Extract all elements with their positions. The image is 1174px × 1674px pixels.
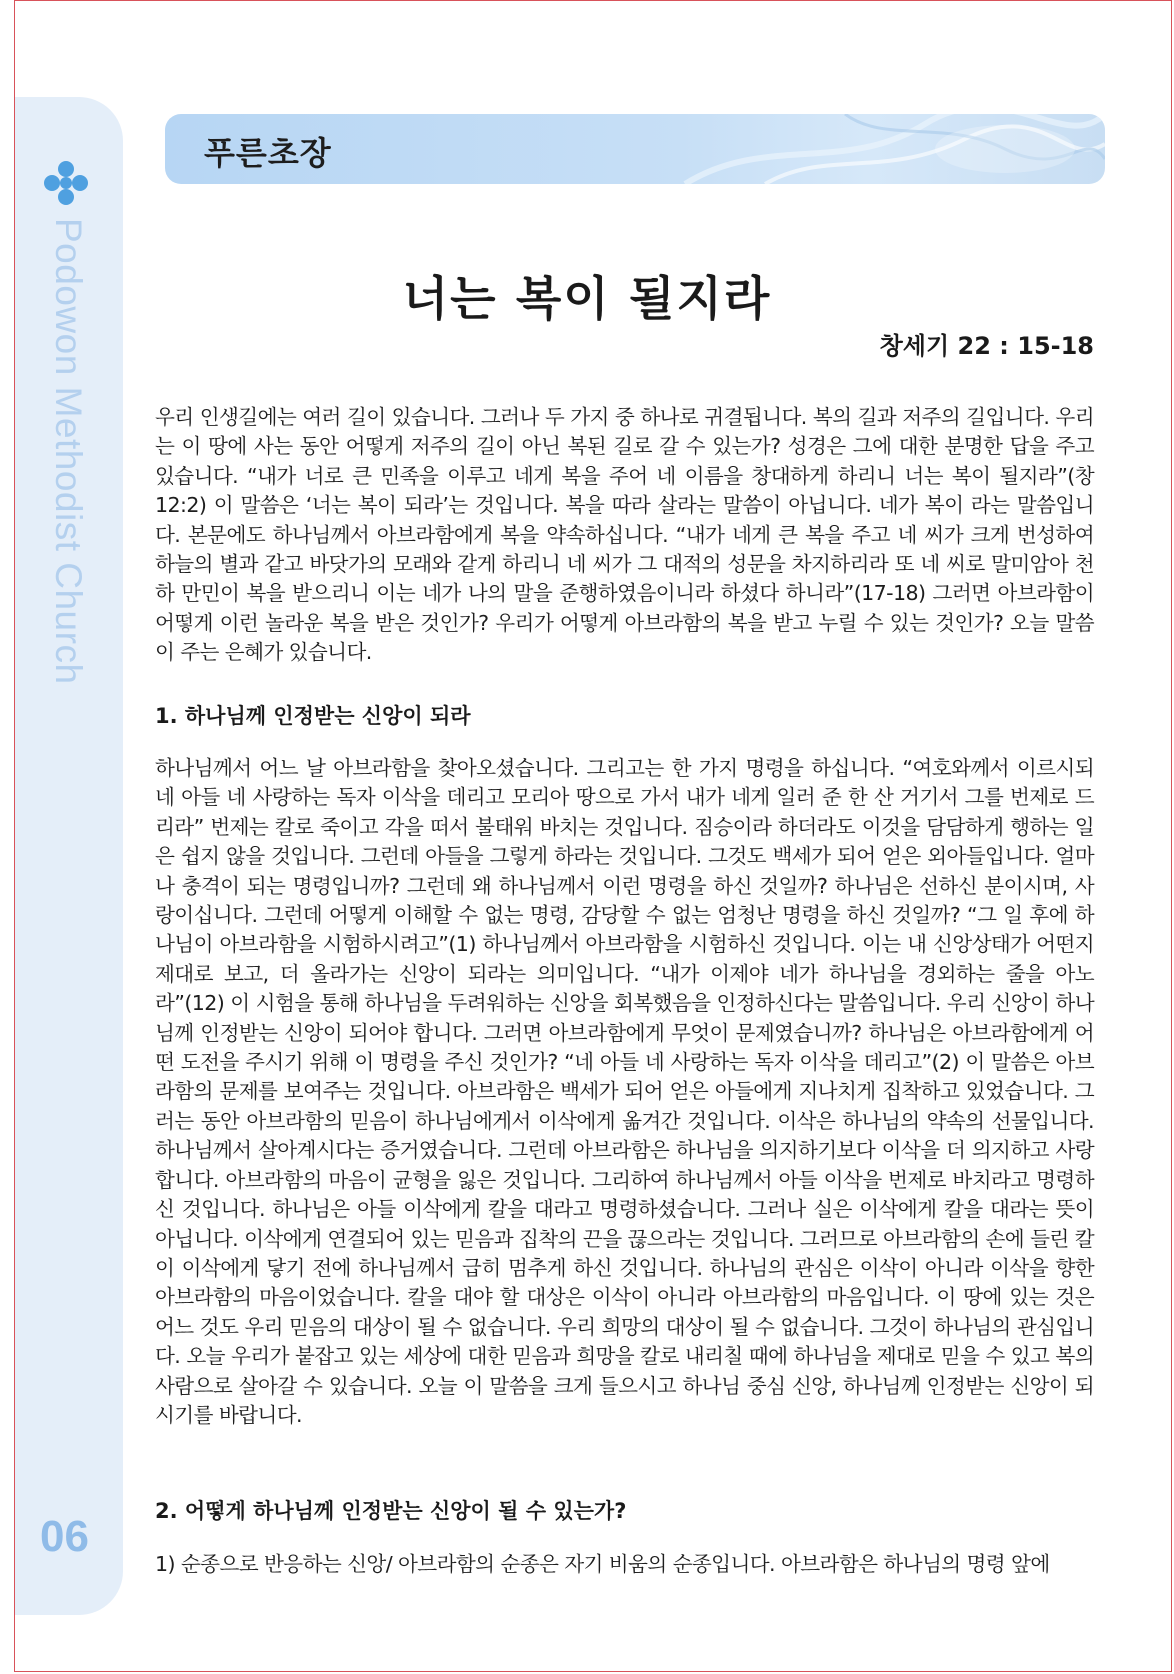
body-paragraph-1: 하나님께서 어느 날 아브라함을 찾아오셨습니다. 그리고는 한 가지 명령을 하십니다. “여호와께서 이르시되 네 아들 네 사랑하는 독자 이삭을 데리고 모리아 땅으로 가서 내가 네게 일러 준 한 산 거기서 그를 번제로 드리라” 번제는 칼로 죽이고 각을 떠서 불태워 바치는 것입니다. 짐승이라 하더라도 이것을 담담하게 행하는 일은 쉽지 않을 것입니다. 그런데 아들을 그렇게 하라는 것입니다. 그것도 백세가 되어 얻은 외아들입니다. 얼마나 충격이 되는 명령입니까? 그런데 왜 하나님께서 이런 명령을 하신 것일까? 하나님은 선하신 분이시며, 사랑이십니다. 그런데 어떻게 이해할 수 없는 명령, 감당할 수 없는 엄청난 명령을 하신 것일까? “그 일 후에 하나님이 아브라함을 시험하시려고”(1) 하나님께서 아브라함을 시험하신 것입니다. 이는 내 신앙상태가 어떤지 제대로 보고, 더 올라가는 신앙이 되라는 의미입니다. “내가 이제야 네가 하나님을 경외하는 줄을 아노라”(12) 이 시험을 통해 하나님을 두려워하는 신앙을 회복했음을 인정하신다는 말씀입니다. 우리 신앙이 하나님께 인정받는 신앙이 되어야 합니다. 그러면 아브라함에게 무엇이 문제였습니까? 하나님은 아브라함에게 어떤 도전을 주시기 위해 이 명령을 주신 것인가? “네 아들 네 사랑하는 독자 이삭을 데리고”(2) 이 말씀은 아브라함의 문제를 보여주는 것입니다. 아브라함은 백세가 되어 얻은 아들에게 지나치게 집착하고 있었습니다. 그러는 동안 아브라함의 믿음이 하나님에게서 이삭에게 옮겨간 것입니다. 이삭은 하나님의 약속의 선물입니다. 하나님께서 살아계시다는 증거였습니다. 그런데 아브라함은 하나님을 의지하기보다 이삭을 더 의지하고 사랑합니다. 아브라함의 마음이 균형을 잃은 것입니다. 그리하여 하나님께서 아들 이삭을 번제로 바치라고 명령하신 것입니다. 하나님은 아들 이삭에게 칼을 대라고 명령하셨습니다. 그러나 실은 이삭에게 칼을 대라는 뜻이 아닙니다. 이삭에게 연결되어 있는 믿음과 집착의 끈을 끊으라는 것입니다. 그러므로 아브라함의 손에 들린 칼이 이삭에게 닿기 전에 하나님께서 급히 멈추게 하신 것입니다. 하나님의 관심은 이삭이 아니라 이삭을 향한 아브라함의 마음이었습니다. 칼을 대야 할 대상은 이삭이 아니라 아브라함의 마음입니다. 이 땅에 있는 것은 어느 것도 우리 믿음의 대상이 될 수 없습니다. 우리 희망의 대상이 될 수 없습니다. 그것이 하나님의 관심입니다. 오늘 우리가 붙잡고 있는 세상에 대한 믿음과 희망을 칼로 내리칠 때에 하나님을 제대로 믿을 수 있고 복의 사람으로 살아갈 수 있습니다. 오늘 이 말씀을 크게 들으시고 하나님 중심 신앙, 하나님께 인정받는 신앙이 되시기를 바랍니다. — [155, 756, 1094, 1427]
cross-icon — [43, 160, 89, 206]
church-name: Podowon Methodist Church — [48, 218, 89, 685]
section-title: 푸른초장 — [204, 134, 332, 172]
scripture-reference: 창세기 22 : 15-18 — [879, 332, 1094, 360]
section-banner — [165, 114, 1105, 184]
intro-paragraph: 우리 인생길에는 여러 길이 있습니다. 그러나 두 가지 중 하나로 귀결됩니다. 복의 길과 저주의 길입니다. 우리는 이 땅에 사는 동안 어떻게 저주의 길이 아닌 복된 길로 갈 수 있는가? 성경은 그에 대한 분명한 답을 주고 있습니다. “내가 너로 큰 민족을 이루고 네게 복을 주어 네 이름을 창대하게 하리니 너는 복이 될지라”(창12:2) 이 말씀은 ‘너는 복이 되라’는 것입니다. 복을 따라 살라는 말씀이 아닙니다. 네가 복이 라는 말씀입니다. 본문에도 하나님께서 아브라함에게 복을 약속하십니다. “내가 네게 큰 복을 주고 네 씨가 크게 번성하여 하늘의 별과 같고 바닷가의 모래와 같게 하리니 네 씨가 그 대적의 성문을 차지하리라 또 네 씨로 말미암아 천하 만민이 복을 받으리니 이는 네가 나의 말을 준행하였음이니라 하셨다 하니라”(17-18) 그러면 아브라함이 어떻게 이런 놀라운 복을 받은 것인가? 우리가 어떻게 아브라함의 복을 받고 누릴 수 있는 것인가? 오늘 말씀이 주는 은혜가 있습니다. — [155, 405, 1094, 665]
section-heading-1: 1. 하나님께 인정받는 신앙이 되라 — [155, 704, 471, 728]
page-number: 06 — [40, 1512, 89, 1561]
sermon-title: 너는 복이 될지라 — [402, 272, 772, 327]
body-paragraph-2: 1) 순종으로 반응하는 신앙/ 아브라함의 순종은 자기 비움의 순종입니다. 아브라함은 하나님의 명령 앞에 — [155, 1552, 1050, 1576]
section-heading-2: 2. 어떻게 하나님께 인정받는 신앙이 될 수 있는가? — [155, 1499, 627, 1523]
